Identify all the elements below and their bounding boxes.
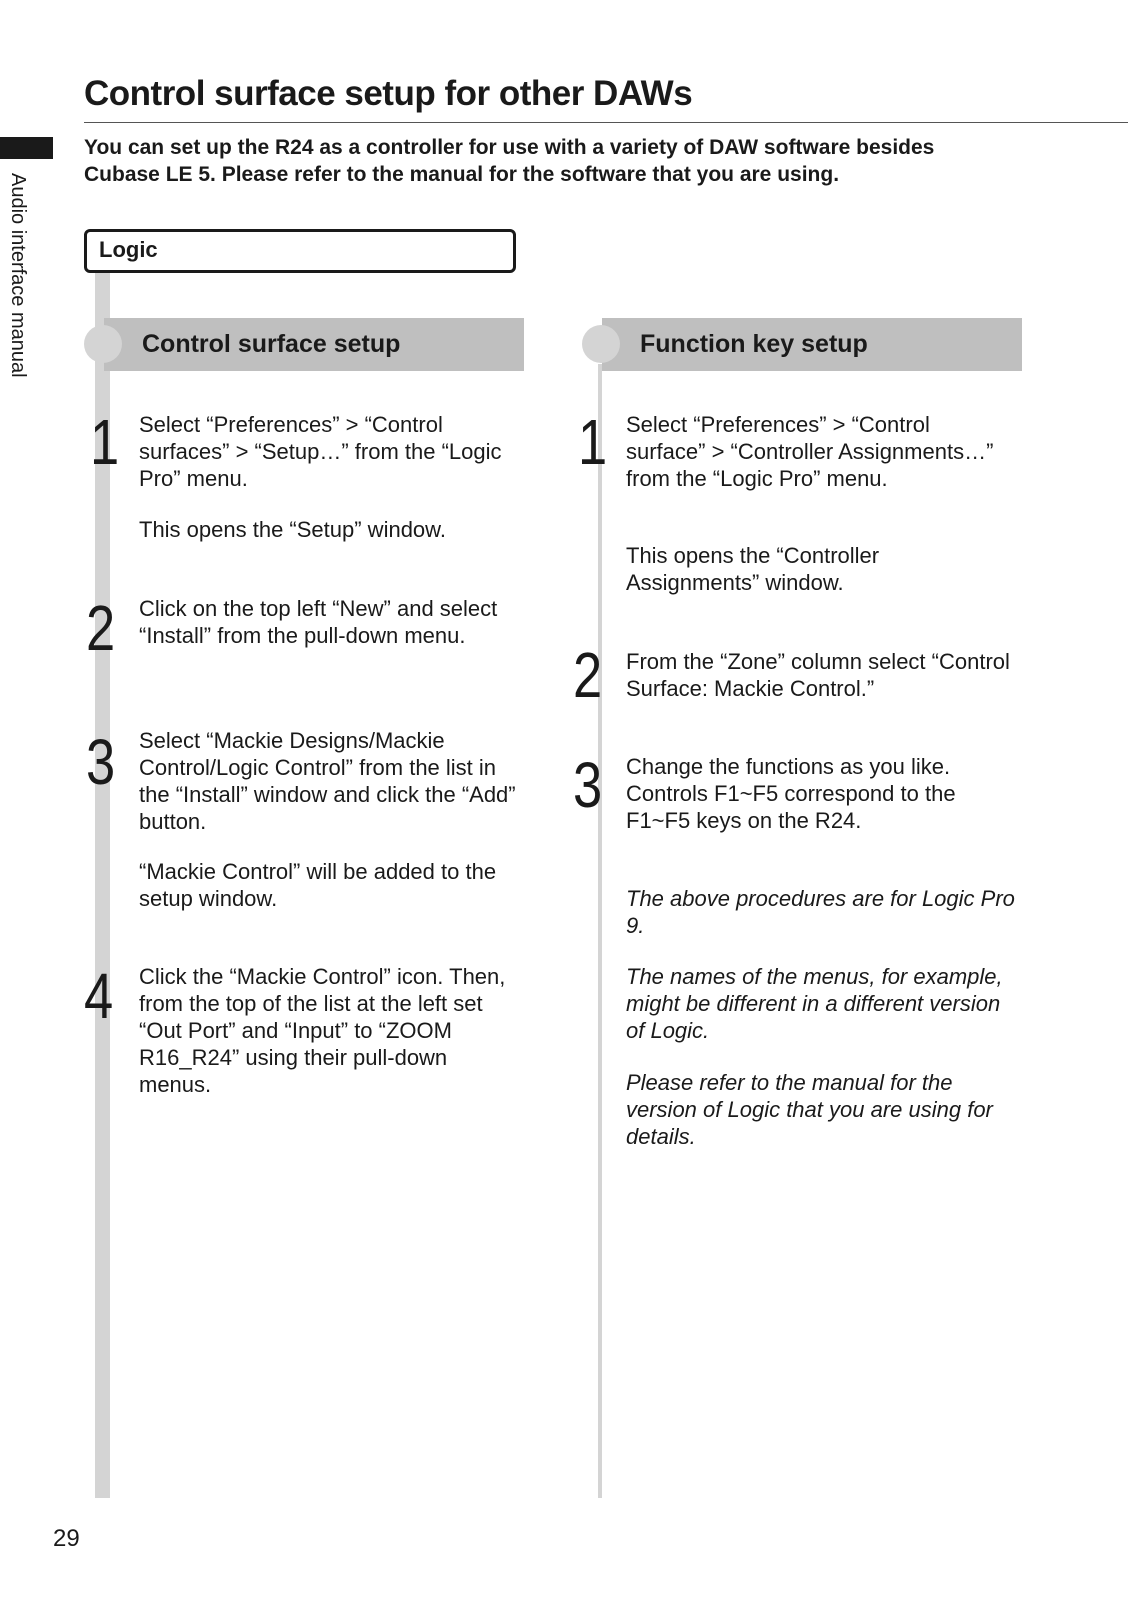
- side-label: Audio interface manual: [7, 173, 29, 378]
- step-text: Change the functions as you like. Controls F1~F5 correspond to the F1~F5 keys on the R24.: [626, 754, 956, 833]
- italic-note: Please refer to the manual for the version of Logic that you are using for details.: [626, 1070, 993, 1149]
- section-heading-label: Control surface setup: [142, 330, 401, 358]
- step-text: Select “Preferences” > “Control surfaces” > “Setup…” from the “Logic Pro” menu.: [139, 412, 502, 491]
- app-label-box: [84, 229, 516, 273]
- bullet-dot: [84, 325, 122, 363]
- step-note: This opens the “Controller Assignments” window.: [626, 543, 880, 595]
- step-number: 2: [86, 592, 116, 664]
- intro-paragraph: You can set up the R24 as a controller for use with a variety of DAW software besides Cubase LE 5. Please refer to the manual for the software that you are using.: [84, 136, 935, 186]
- section-heading-control-surface: [104, 318, 524, 371]
- step-text: Click on the top left “New” and select “Install” from the pull-down menu.: [139, 596, 498, 648]
- step-number: 3: [86, 726, 116, 798]
- app-label: Logic: [99, 237, 158, 262]
- title-rule: [84, 122, 1128, 123]
- step-number: 3: [573, 749, 603, 821]
- step-text: From the “Zone” column select “Control Surface: Mackie Control.”: [626, 649, 1010, 701]
- step-text: Click the “Mackie Control” icon. Then, from the top of the list at the left set “Out Port” and “Input” to “ZOOM R16_R24” using their pull-down menus.: [139, 964, 506, 1097]
- section-heading-label: Function key setup: [640, 330, 868, 358]
- section-heading-function-key: [602, 318, 1022, 371]
- step-note: “Mackie Control” will be added to the setup window.: [139, 859, 497, 911]
- bullet-dot: [582, 325, 620, 363]
- step-number: 4: [84, 960, 114, 1032]
- step-text: Select “Preferences” > “Control surface” > “Controller Assignments…” from the “Logic Pro” menu.: [626, 412, 994, 491]
- step-note: This opens the “Setup” window.: [139, 517, 446, 542]
- italic-note: The names of the menus, for example, might be different in a different version of Logic.: [626, 964, 1003, 1043]
- page-title: Control surface setup for other DAWs: [84, 74, 693, 113]
- italic-note: The above procedures are for Logic Pro 9.: [626, 886, 1015, 938]
- side-tab-marker: [0, 137, 53, 159]
- step-number: 2: [573, 639, 603, 711]
- step-number: 1: [578, 406, 608, 478]
- step-number: 1: [90, 406, 120, 478]
- page-number: 29: [53, 1525, 80, 1552]
- right-column-rail: [598, 364, 602, 1498]
- step-text: Select “Mackie Designs/Mackie Control/Logic Control” from the list in the “Install” window and click the “Add” button.: [139, 728, 516, 834]
